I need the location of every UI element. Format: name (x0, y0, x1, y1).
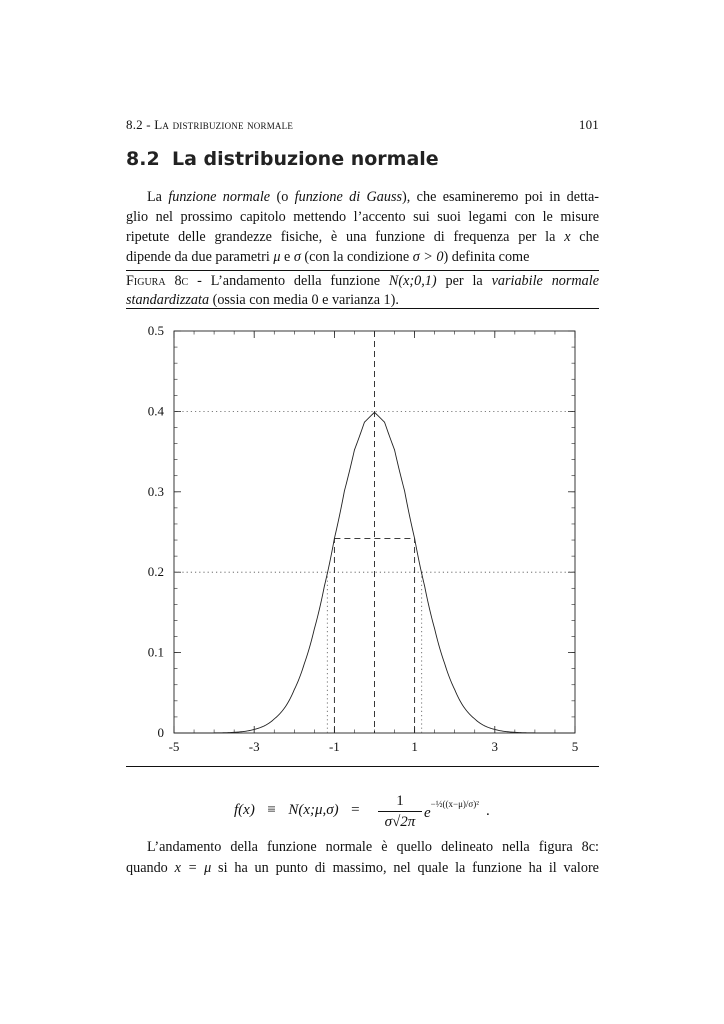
paragraph-followup (126, 837, 599, 879)
section-heading (126, 148, 439, 170)
caption-line: standardizzata (ossia con media 0 e varianza 1). (126, 292, 399, 308)
formula-period: . (486, 803, 490, 819)
formula-numerator: 1 (396, 793, 404, 809)
y-tick-label: 0.4 (147, 403, 164, 419)
running-head-section: 8.2 - La distribuzione normale (126, 117, 294, 132)
x-tick-label: 5 (571, 739, 579, 754)
x-tick-label: 3 (491, 739, 499, 754)
y-tick-label: 0.2 (147, 564, 164, 580)
x-tick-label: -1 (328, 739, 340, 754)
formula-denominator: σ√2π (384, 814, 416, 830)
section-number: 8.2 (126, 148, 160, 170)
figure-label: Figura 8c (126, 273, 189, 289)
paragraph-line: La funzione normale (o funzione di Gauss), che esamineremo poi in detta- (147, 189, 599, 205)
y-tick-label: 0.1 (147, 644, 164, 660)
formula-equals: = (351, 802, 360, 818)
y-tick-label: 0.3 (147, 483, 164, 499)
y-tick-label: 0 (157, 725, 164, 740)
formula-lhs: f(x) (234, 802, 255, 818)
x-tick-label: -3 (248, 739, 260, 754)
paragraph-intro (126, 187, 599, 267)
paragraph-line: ripetute delle grandezze fisiche, è una funzione di frequenza per la x che (126, 229, 599, 245)
emphasis-funzione-normale: funzione normale (168, 189, 271, 205)
formula-exp-base: e (424, 805, 431, 821)
paragraph-line: L’andamento della funzione normale è quello delineato nella figura 8c: (147, 839, 599, 855)
y-tick-label: 0.5 (147, 323, 164, 338)
section-title: La distribuzione normale (172, 148, 439, 170)
figure-bottom-rule (126, 766, 599, 767)
running-head (126, 117, 599, 133)
page-number: 101 (578, 117, 599, 132)
caption-bottom-rule (126, 308, 599, 309)
paragraph-line: dipende da due parametri μ e σ (con la condizione σ > 0) definita come (126, 249, 530, 265)
formula-fraction (378, 792, 422, 832)
figure-caption (126, 272, 599, 310)
normal-distribution-chart (126, 318, 599, 768)
paragraph-line: quando x = μ si ha un punto di massimo, nel quale la funzione ha il valore (126, 860, 599, 876)
chart-svg (126, 318, 599, 768)
formula-middle: N(x;μ,σ) (288, 802, 339, 818)
x-tick-label: -5 (168, 739, 180, 754)
formula-exponent: −½((x−μ)/σ)² (430, 799, 479, 809)
emphasis-funzione-gauss: funzione di Gauss (294, 189, 403, 205)
formula-equiv: ≡ (267, 802, 276, 818)
x-tick-label: 1 (411, 739, 418, 754)
caption-line: Figura 8c - L’andamento della funzione N(x;0,1) per la variabile normale (126, 273, 600, 289)
paragraph-line: glio nel prossimo capitolo mettendo l’accento sui suoi legami con le misure (126, 209, 599, 225)
